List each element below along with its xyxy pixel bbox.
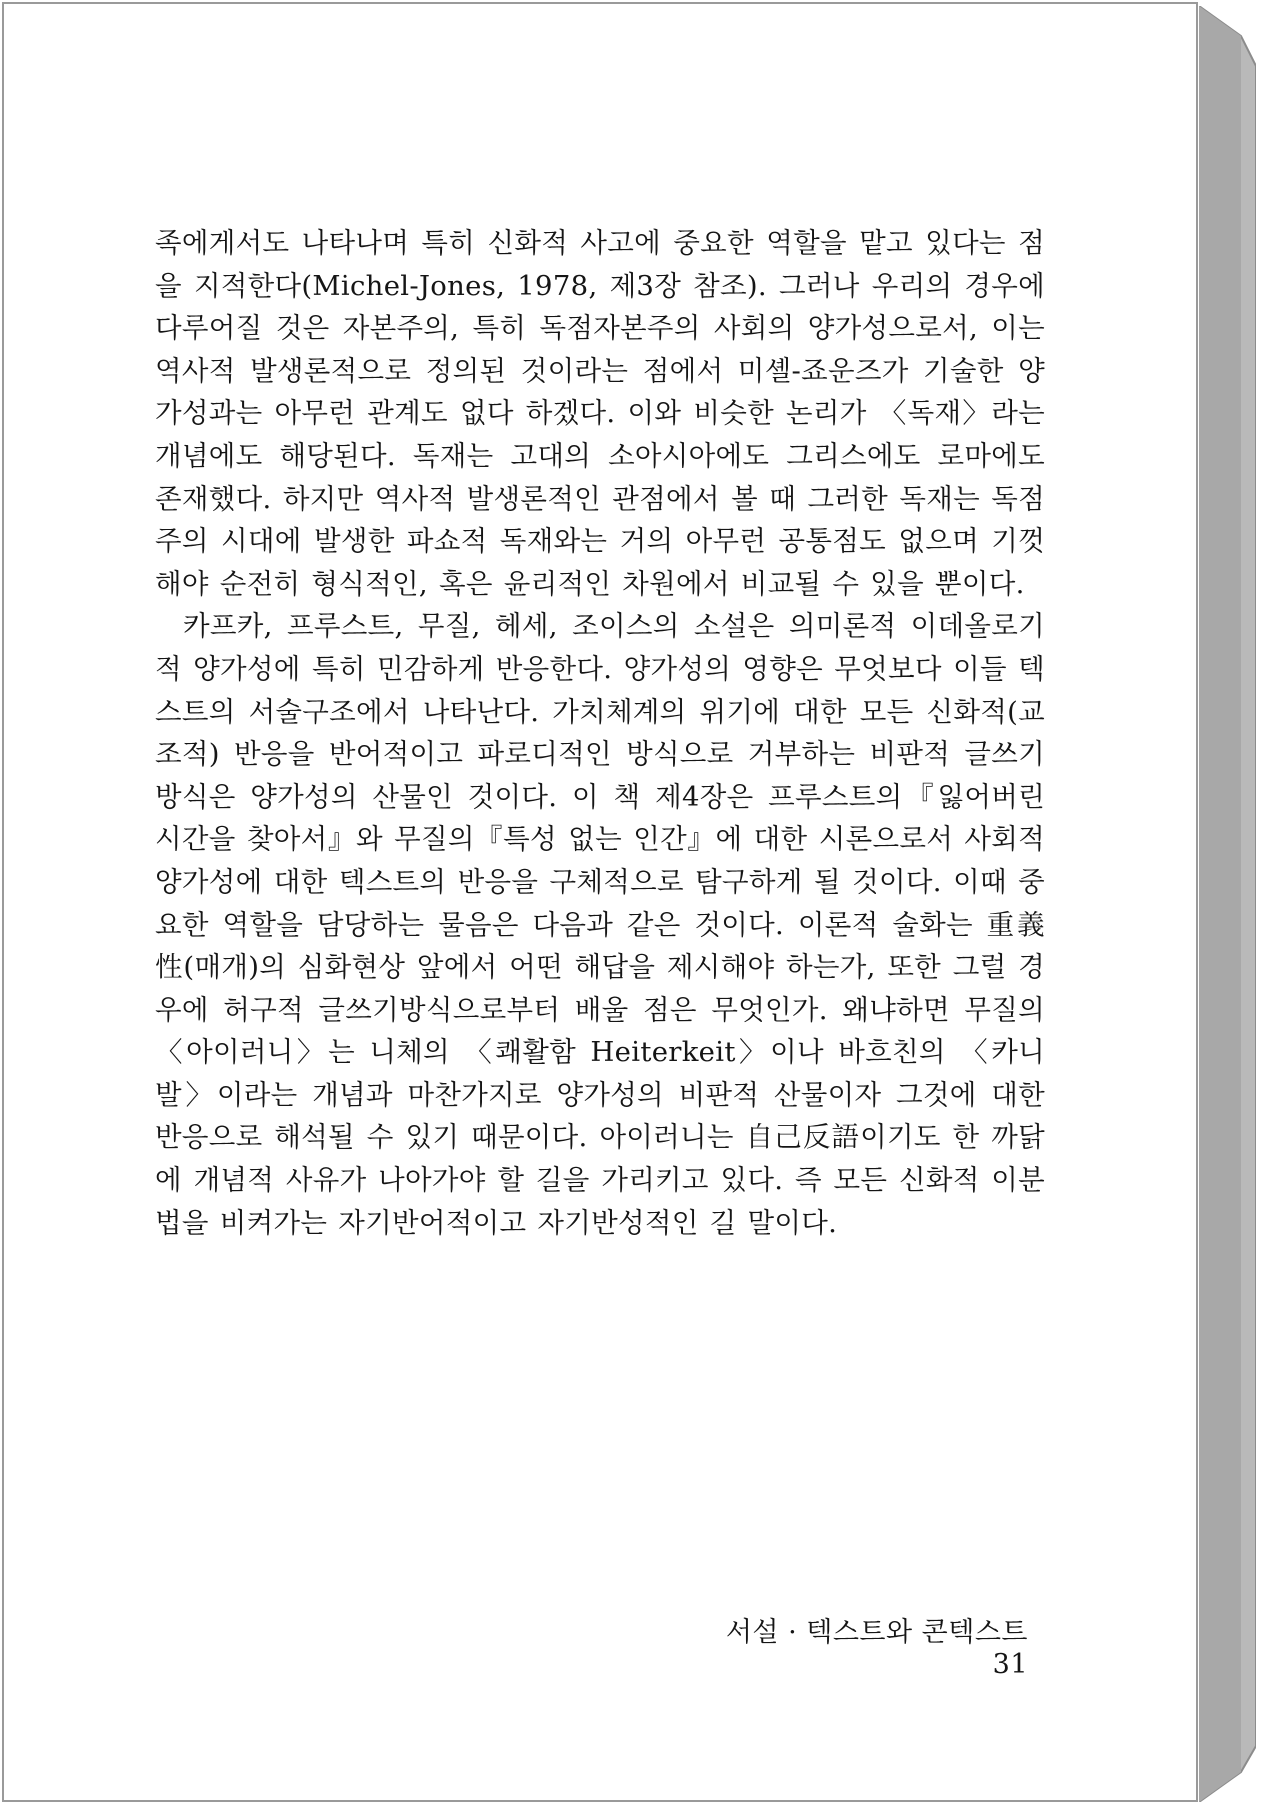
page-number: 31 xyxy=(992,1649,1028,1680)
body-text xyxy=(155,222,1045,1244)
paragraph: 족에게서도 나타나며 특히 신화적 사고에 중요한 역할을 맡고 있다는 점을 지적한다(Michel-Jones, 1978, 제3장 참조). 그러나 우리의 경우에 다루어질 것은 자본주의, 특히 독점자본주의 사회의 양가성으로서, 이는 역사적 발생론적으로 정의된 것이라는 점에서 미셸-죠운즈가 기술한 양가성과는 아무런 관계도 없다 하겠다. 이와 비슷한 논리가 〈독재〉라는 개념에도 해당된다. 독재는 고대의 소아시아에도 그리스에도 로마에도 존재했다. 하지만 역사적 발생론적인 관점에서 볼 때 그러한 독재는 독점주의 시대에 발생한 파쇼적 독재와는 거의 아무런 공통점도 없으며 기껏해야 순전히 형식적인, 혹은 윤리적인 차원에서 비교될 수 있을 뿐이다. xyxy=(155,227,1045,600)
book-page-edge xyxy=(1199,6,1256,1802)
running-footer: 서설 · 텍스트와 콘텍스트 xyxy=(725,1617,1028,1648)
paragraph: 카프카, 프루스트, 무질, 헤세, 조이스의 소설은 의미론적 이데올로기적 양가성에 특히 민감하게 반응한다. 양가성의 영향은 무엇보다 이들 텍스트의 서술구조에서 나타난다. 가치체계의 위기에 대한 모든 신화적(교조적) 반응을 반어적이고 파로디적인 방식으로 거부하는 비판적 글쓰기방식은 양가성의 산물인 것이다. 이 책 제4장은 프루스트의『잃어버린 시간을 찾아서』와 무질의『특성 없는 인간』에 대한 시론으로서 사회적 양가성에 대한 텍스트의 반응을 구체적으로 탐구하게 될 것이다. 이때 중요한 역할을 담당하는 물음은 다음과 같은 것이다. 이론적 술화는 重義性(매개)의 심화현상 앞에서 어떤 해답을 제시해야 하는가, 또한 그럴 경우에 허구적 글쓰기방식으로부터 배울 점은 무엇인가. 왜냐하면 무질의 〈아이러니〉는 니체의 〈쾌활함 Heiterkeit〉이나 바흐친의 〈카니발〉이라는 개념과 마찬가지로 양가성의 비판적 산물이자 그것에 대한 반응으로 해석될 수 있기 때문이다. 아이러니는 自己反語이기도 한 까닭에 개념적 사유가 나아가야 할 길을 가리키고 있다. 즉 모든 신화적 이분법을 비켜가는 자기반어적이고 자기반성적인 길 말이다. xyxy=(155,610,1045,1239)
page-footer xyxy=(700,1610,1028,1680)
